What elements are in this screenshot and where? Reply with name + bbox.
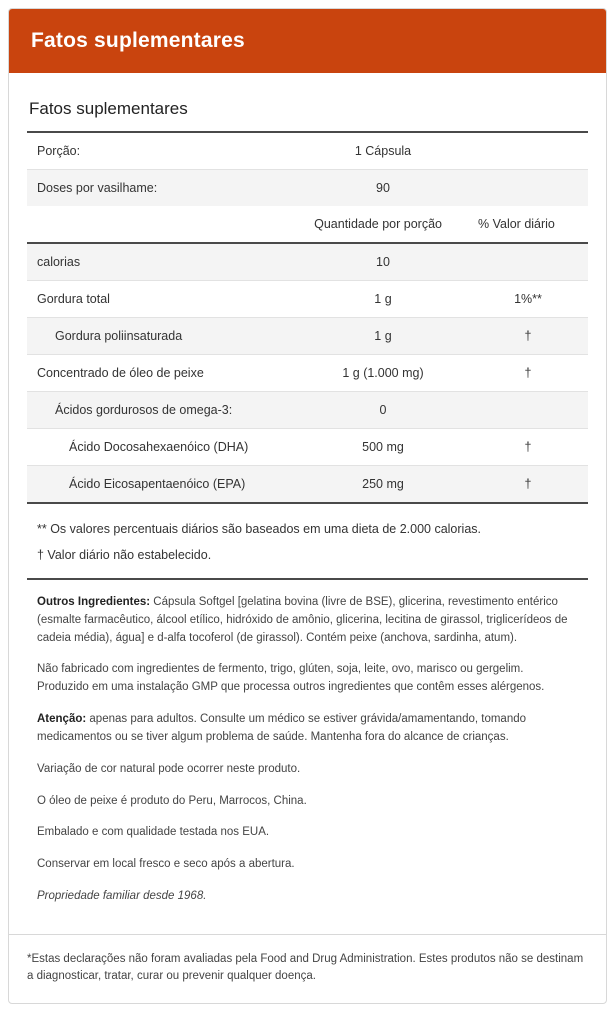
table-row bbox=[27, 243, 588, 281]
nutrient-dv bbox=[468, 243, 588, 281]
fda-disclaimer: *Estas declarações não foram avaliadas pela Food and Drug Administration. Estes produtos não se destinam a diagnosticar, tratar, curar ou prevenir qualquer doença. bbox=[9, 934, 606, 1004]
warning-label: Atenção: bbox=[37, 713, 87, 726]
nutrient-name: calorias bbox=[27, 243, 298, 281]
table-row bbox=[27, 355, 588, 392]
nutrient-name: Gordura total bbox=[27, 281, 298, 318]
table-row bbox=[27, 466, 588, 503]
servings-value: 90 bbox=[298, 170, 468, 207]
panel-header bbox=[9, 9, 606, 73]
allergen-statement: Não fabricado com ingredientes de fermento, trigo, glúten, soja, leite, ovo, marisco ou gergelim. Produzido em uma instalação GMP que processa outros ingredientes que contêm esses alérgenos. bbox=[37, 663, 545, 694]
header-spacer bbox=[27, 206, 298, 243]
nutrient-dv bbox=[468, 392, 588, 429]
nutrient-amount: 1 g bbox=[298, 318, 468, 355]
nutrient-name: Ácidos gordurosos de omega-3: bbox=[27, 392, 298, 429]
nutrient-dv: † bbox=[468, 355, 588, 392]
nutrient-name: Ácido Eicosapentaenóico (EPA) bbox=[27, 466, 298, 503]
table-row bbox=[27, 318, 588, 355]
column-header-daily-value: % Valor diário bbox=[478, 217, 555, 231]
portion-dv bbox=[468, 132, 588, 170]
table-row bbox=[27, 429, 588, 466]
nutrient-amount: 1 g (1.000 mg) bbox=[298, 355, 468, 392]
family-owned-note: Propriedade familiar desde 1968. bbox=[37, 889, 207, 902]
nutrient-dv: † bbox=[468, 429, 588, 466]
portion-value: 1 Cápsula bbox=[298, 132, 468, 170]
supplement-facts-table bbox=[27, 131, 588, 502]
other-ingredients-text: Cápsula Softgel [gelatina bovina (livre de BSE), glicerina, revestimento entérico (esmalte farmacêutico, álcool etílico, hidróxido de amônio, glicerina, lecitina de girassol, triglicerídeos de cadeia média), água] e d-alfa tocoferol (de girassol). Contém peixe (anchova, sardinha, atum). bbox=[37, 596, 568, 644]
note-color-variation: Variação de cor natural pode ocorrer neste produto. bbox=[37, 762, 301, 775]
note-origin: O óleo de peixe é produto do Peru, Marrocos, China. bbox=[37, 794, 307, 807]
warning-statement bbox=[37, 711, 578, 747]
servings-label: Doses por vasilhame: bbox=[27, 170, 298, 207]
ingredients-section bbox=[27, 578, 588, 924]
servings-dv bbox=[468, 170, 588, 207]
nutrient-name: Gordura poliinsaturada bbox=[27, 318, 298, 355]
nutrient-amount: 500 mg bbox=[298, 429, 468, 466]
table-row-portion bbox=[27, 132, 588, 170]
panel-body bbox=[9, 73, 606, 934]
column-header-amount: Quantidade por porção bbox=[314, 217, 442, 231]
page-title: Fatos suplementares bbox=[31, 29, 245, 52]
nutrient-name: Concentrado de óleo de peixe bbox=[27, 355, 298, 392]
nutrient-amount: 1 g bbox=[298, 281, 468, 318]
table-row bbox=[27, 392, 588, 429]
nutrient-amount: 0 bbox=[298, 392, 468, 429]
nutrient-dv: † bbox=[468, 318, 588, 355]
nutrient-amount: 250 mg bbox=[298, 466, 468, 503]
section-title: Fatos suplementares bbox=[29, 99, 188, 118]
nutrient-dv: 1%** bbox=[468, 281, 588, 318]
table-header-row bbox=[27, 206, 588, 243]
note-packaging: Embalado e com qualidade testada nos EUA. bbox=[37, 826, 270, 839]
table-row bbox=[27, 281, 588, 318]
table-row-servings bbox=[27, 170, 588, 207]
nutrient-name: Ácido Docosahexaenóico (DHA) bbox=[27, 429, 298, 466]
footnotes bbox=[27, 502, 588, 578]
other-ingredients bbox=[37, 594, 578, 647]
nutrient-amount: 10 bbox=[298, 243, 468, 281]
supplement-facts-panel bbox=[8, 8, 607, 1004]
footnote-dagger: † Valor diário não estabelecido. bbox=[37, 548, 212, 562]
other-ingredients-label: Outros Ingredientes: bbox=[37, 596, 151, 608]
nutrient-dv: † bbox=[468, 466, 588, 503]
note-storage: Conservar em local fresco e seco após a abertura. bbox=[37, 858, 295, 871]
warning-text: apenas para adultos. Consulte um médico se estiver grávida/amamentando, tomando medicamentos ou se tiver algum problema de saúde. Mantenha fora do alcance de crianças. bbox=[37, 713, 527, 743]
footnote-daily-values: ** Os valores percentuais diários são baseados em uma dieta de 2.000 calorias. bbox=[37, 522, 482, 536]
portion-label: Porção: bbox=[27, 132, 298, 170]
